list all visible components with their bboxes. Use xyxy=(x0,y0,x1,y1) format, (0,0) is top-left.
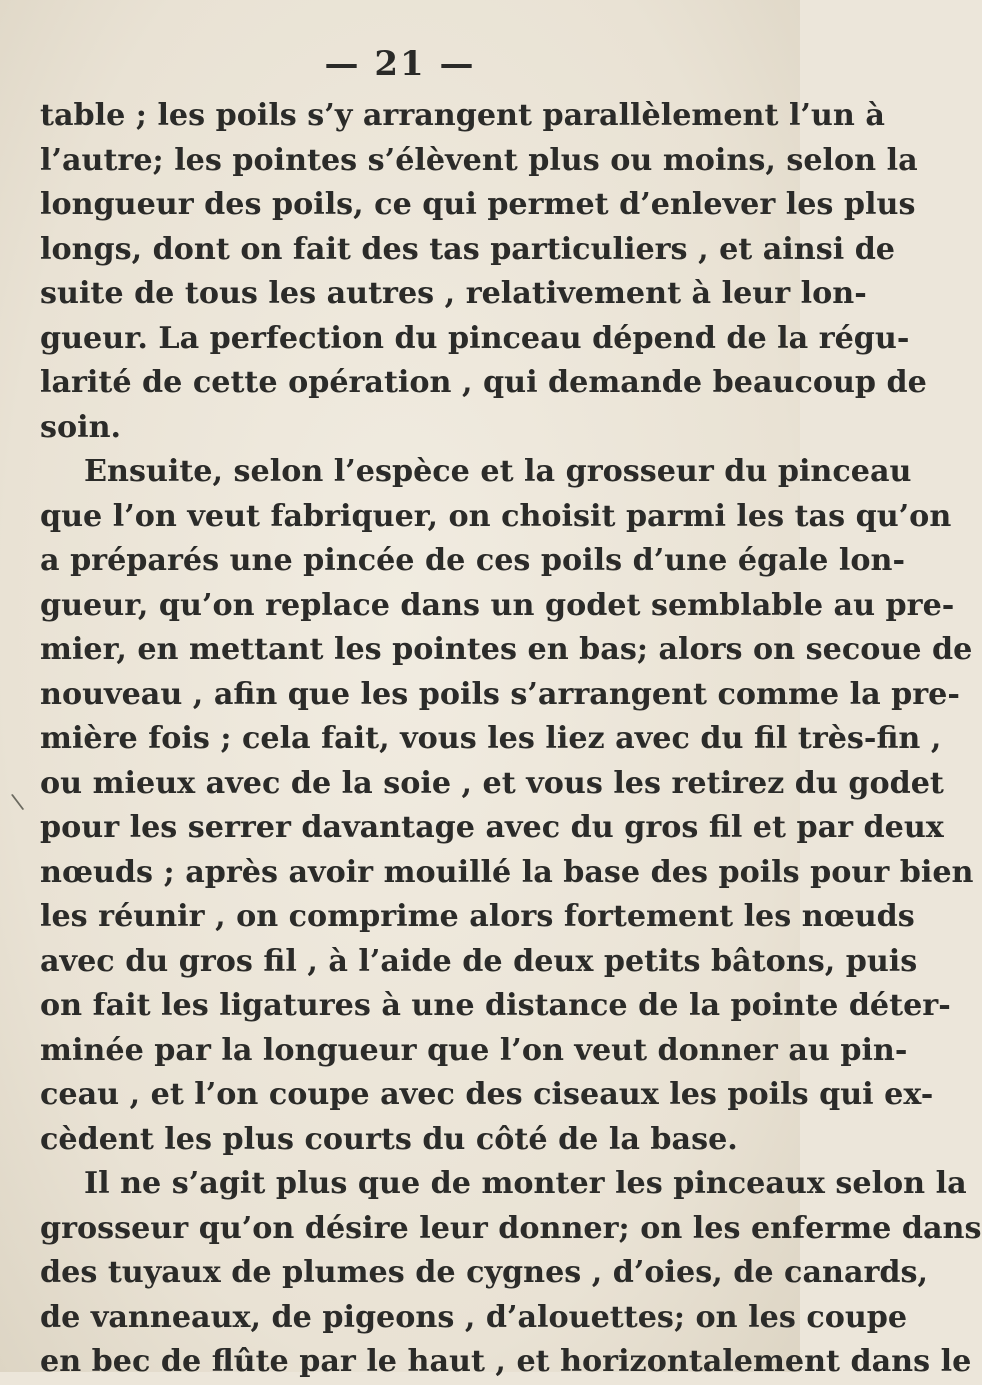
text-line: l’autre; les pointes s’élèvent plus ou moins, selon la xyxy=(40,142,918,178)
text-line: a préparés une pincée de ces poils d’une égale lon- xyxy=(40,543,905,578)
text-line: cèdent les plus courts du côté de la base. xyxy=(40,1121,738,1157)
text-line: larité de cette opération , qui demande beaucoup de xyxy=(40,365,927,400)
text-line: longs, dont on fait des tas particuliers , et ainsi de xyxy=(40,231,896,267)
text-line: avec du gros fil , à l’aide de deux petits bâtons, puis xyxy=(40,943,918,979)
text-line: suite de tous les autres , relativement à leur lon- xyxy=(40,276,867,311)
text-line: nouveau , afin que les poils s’arrangent comme la pre- xyxy=(40,676,960,712)
text-line: minée par la longueur que l’on veut donner au pin- xyxy=(40,1032,908,1068)
text-line: de vanneaux, de pigeons , d’alouettes; on les coupe xyxy=(40,1299,908,1335)
text-line: gueur. La perfection du pinceau dépend de la régu- xyxy=(40,320,910,356)
paragraph-2 xyxy=(40,450,974,1162)
text-line: les réunir , on comprime alors fortement les nœuds xyxy=(40,899,915,934)
paragraph-3 xyxy=(40,1162,982,1385)
text-line: on fait les ligatures à une distance de la pointe déter- xyxy=(40,988,951,1023)
margin-mark: \ xyxy=(9,789,26,816)
text-line: des tuyaux de plumes de cygnes , d’oies, de canards, xyxy=(40,1255,929,1290)
text-line: Il ne s’agit plus que de monter les pinceaux selon la xyxy=(84,1166,967,1201)
text-line: longueur des poils, ce qui permet d’enlever les plus xyxy=(40,187,916,222)
text-line: ou mieux avec de la soie , et vous les retirez du godet xyxy=(40,765,944,801)
text-line: en bec de flûte par le haut , et horizontalement dans le xyxy=(40,1344,972,1379)
text-line: pour les serrer davantage avec du gros fil et par deux xyxy=(40,810,944,845)
body-text xyxy=(40,94,982,1385)
text-line: mier, en mettant les pointes en bas; alors on secoue de xyxy=(40,632,973,667)
paragraph-1 xyxy=(40,94,927,450)
text-line: ceau , et l’on coupe avec des ciseaux les poils qui ex- xyxy=(40,1077,934,1112)
page-number: — 21 — xyxy=(324,44,476,84)
text-line: mière fois ; cela fait, vous les liez avec du fil très-fin , xyxy=(40,721,942,756)
text-line: Ensuite, selon l’espèce et la grosseur du pinceau xyxy=(84,454,912,489)
text-line: soin. xyxy=(40,409,122,445)
text-line: gueur, qu’on replace dans un godet semblable au pre- xyxy=(40,587,955,623)
text-line: grosseur qu’on désire leur donner; on les enferme dans xyxy=(40,1210,982,1246)
text-line: que l’on veut fabriquer, on choisit parmi les tas qu’on xyxy=(40,498,952,534)
text-line: table ; les poils s’y arrangent parallèlement l’un à xyxy=(40,98,885,133)
text-line: nœuds ; après avoir mouillé la base des poils pour bien xyxy=(40,854,974,890)
